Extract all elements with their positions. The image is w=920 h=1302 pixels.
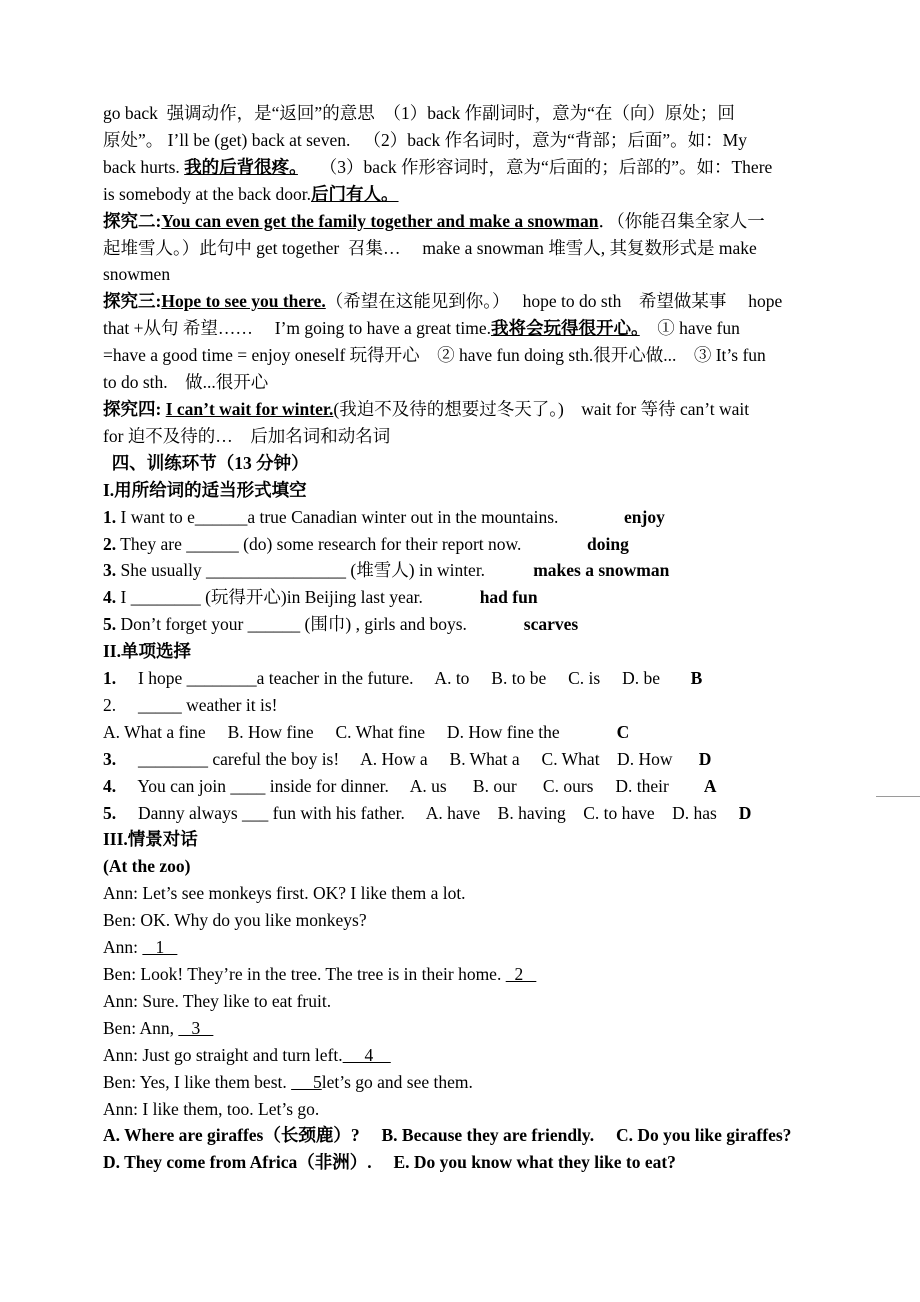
text-line	[103, 423, 845, 450]
text-line	[103, 396, 845, 423]
text-segment: Ann: Let’s see monkeys first. OK? I like them a lot.	[103, 883, 466, 904]
text-segment: 探究三:	[103, 291, 162, 312]
text-segment: 起堆雪人。）此句中 get together 召集… make a snowman 堆雪人, 其复数形式是 make	[103, 237, 757, 258]
text-segment: 我将会玩得很开心。	[490, 318, 640, 339]
answer-blank: 2	[505, 964, 537, 984]
text-line	[103, 584, 845, 611]
text-segment: 4.	[103, 587, 117, 608]
text-line	[103, 826, 845, 853]
text-segment: 1.	[103, 668, 117, 689]
text-segment	[560, 722, 617, 742]
text-segment: 5.	[103, 614, 117, 635]
text-segment: ________ careful the boy is! A. How a B. What a C. What D. How	[116, 748, 673, 769]
text-line	[103, 531, 845, 558]
text-segment: Ann: Sure. They like to eat fruit.	[103, 990, 332, 1011]
text-segment: 我的后背很疼。	[184, 156, 298, 177]
text-line	[103, 342, 845, 369]
text-segment: 1.	[103, 506, 117, 527]
text-segment: back hurts.	[103, 156, 185, 177]
text-segment: D	[738, 802, 752, 823]
text-segment: Hope to see you there.	[161, 291, 326, 312]
text-line	[103, 261, 845, 288]
text-segment	[558, 507, 624, 527]
stray-line-artifact	[876, 796, 920, 797]
text-segment	[467, 614, 524, 634]
text-segment	[521, 534, 587, 554]
text-segment: Ann: Just go straight and turn left.	[103, 1044, 343, 1065]
text-segment	[672, 749, 698, 769]
text-segment: C	[616, 721, 630, 742]
text-line	[103, 477, 845, 504]
text-segment: I ________ (玩得开心)in Beijing last year.	[116, 587, 423, 608]
text-segment	[423, 587, 480, 607]
text-segment: B	[690, 668, 703, 689]
text-segment: III.情景对话	[103, 829, 198, 850]
text-segment: D. They come from Africa（非洲）. E. Do you know what they like to eat?	[103, 1152, 676, 1173]
text-segment: You can join ____ inside for dinner. A. us B. our C. ours D. their	[116, 775, 669, 796]
text-segment: to do sth. 做...很开心	[103, 372, 269, 393]
text-line	[103, 504, 845, 531]
text-segment: go back 强调动作，是“返回”的意思 （1）back 作副词时，意为“在（向）原处；回	[103, 103, 735, 123]
text-line	[103, 127, 845, 154]
text-segment: for 迫不及待的… 后加名词和动名词	[103, 425, 391, 446]
text-segment: Don’t forget your ______ (围巾) , girls and boys.	[116, 614, 467, 635]
text-line	[103, 1015, 845, 1042]
text-line	[103, 1149, 845, 1176]
text-line	[103, 961, 845, 988]
text-line	[103, 665, 845, 692]
text-line	[103, 853, 845, 880]
text-line	[103, 1042, 845, 1069]
text-segment: You can even get the family together and make a snowman	[161, 210, 599, 231]
text-line	[103, 1069, 845, 1096]
text-line	[103, 800, 845, 827]
text-segment	[717, 803, 739, 823]
text-line	[103, 181, 845, 208]
text-segment: 2. _____ weather it is!	[103, 694, 278, 715]
text-segment: 探究二:	[103, 210, 162, 231]
text-line	[103, 288, 845, 315]
text-segment: She usually ________________ (堆雪人) in winter.	[116, 560, 486, 581]
text-segment: I want to e______a true Canadian winter out in the mountains.	[116, 506, 559, 527]
text-line	[103, 907, 845, 934]
text-line	[103, 154, 845, 181]
text-segment: had fun	[479, 587, 538, 608]
text-segment: （3）back 作形容词时，意为“后面的；后部的”。如：There	[297, 156, 773, 177]
text-segment: （希望在这能见到你。） hope to do sth 希望做某事 hope	[325, 291, 783, 312]
text-segment: Ann:	[103, 937, 143, 958]
text-segment: 2.	[103, 533, 117, 554]
text-segment: ．（你能召集全家人一	[598, 210, 765, 231]
text-segment: They are ______ (do) some research for their report now.	[116, 533, 522, 554]
text-segment: D	[698, 748, 712, 769]
text-segment: Ben: OK. Why do you like monkeys?	[103, 910, 367, 931]
text-segment: makes a snowman	[533, 560, 670, 581]
text-line	[103, 692, 845, 719]
text-segment: 3.	[103, 748, 117, 769]
text-segment: A. What a fine B. How fine C. What fine D. How fine the	[103, 721, 560, 742]
text-segment: 探究四:	[103, 398, 166, 419]
text-segment: (At the zoo)	[103, 856, 191, 877]
text-segment: 原处”。 I’ll be (get) back at seven. （2）back 作名词时，意为“背部；后面”。如：My	[103, 129, 747, 150]
text-segment: A. Where are giraffes（长颈鹿）? B. Because they are friendly. C. Do you like giraffes?	[103, 1125, 792, 1146]
text-line	[103, 1122, 845, 1149]
text-line	[103, 638, 845, 665]
text-line	[103, 235, 845, 262]
text-segment: II.单项选择	[103, 641, 191, 662]
text-segment: 后门有人。	[311, 183, 399, 204]
text-segment: Ben: Yes, I like them best.	[103, 1071, 292, 1092]
text-segment: that +从句 希望…… I’m going to have a great time.	[103, 318, 491, 339]
text-line	[103, 208, 845, 235]
text-segment: let’s go and see them.	[321, 1071, 473, 1092]
text-segment: Danny always ___ fun with his father. A. have B. having C. to have D. has	[116, 802, 717, 823]
text-line	[103, 719, 845, 746]
text-segment: enjoy	[624, 506, 665, 527]
answer-blank: 1	[142, 937, 178, 958]
text-segment: I.用所给词的适当形式填空	[103, 479, 307, 500]
answer-blank: 4	[342, 1044, 391, 1065]
text-segment: doing	[587, 533, 629, 554]
text-line	[103, 880, 845, 907]
text-line	[103, 100, 845, 127]
text-segment	[485, 560, 533, 580]
text-segment: I can’t wait for winter.	[165, 398, 334, 419]
text-line	[103, 450, 845, 477]
text-segment: 3.	[103, 560, 117, 581]
text-segment: snowmen	[103, 264, 171, 285]
text-line	[103, 773, 845, 800]
text-line	[103, 746, 845, 773]
text-segment: 四、训练环节（13 分钟）	[103, 452, 309, 473]
text-line	[103, 934, 845, 961]
text-line	[103, 988, 845, 1015]
text-line	[103, 611, 845, 638]
text-segment: (我迫不及待的想要过冬天了。) wait for 等待 can’t wait	[333, 398, 750, 419]
text-line	[103, 369, 845, 396]
text-segment: =have a good time = enjoy oneself 玩得开心 ② have fun doing sth.很开心做... ③ It’s fun	[103, 345, 766, 366]
text-segment: Ben: Ann,	[103, 1017, 179, 1038]
text-line	[103, 315, 845, 342]
text-segment: Ann: I like them, too. Let’s go.	[103, 1098, 320, 1119]
document-page	[103, 100, 845, 1176]
text-segment: is somebody at the back door.	[103, 183, 312, 204]
text-segment: A	[703, 775, 717, 796]
answer-blank: 3	[178, 1017, 214, 1038]
answer-blank: 5	[291, 1071, 322, 1092]
text-segment	[669, 776, 704, 796]
text-line	[103, 557, 845, 584]
text-segment: 4.	[103, 775, 117, 796]
text-segment: scarves	[523, 614, 579, 635]
text-line	[103, 1096, 845, 1123]
text-segment: Ben: Look! They’re in the tree. The tree is in their home.	[103, 964, 506, 984]
text-segment: ① have fun	[639, 318, 740, 339]
text-segment: 5.	[103, 802, 117, 823]
text-segment: I hope ________a teacher in the future. A. to B. to be C. is D. be	[116, 668, 691, 689]
